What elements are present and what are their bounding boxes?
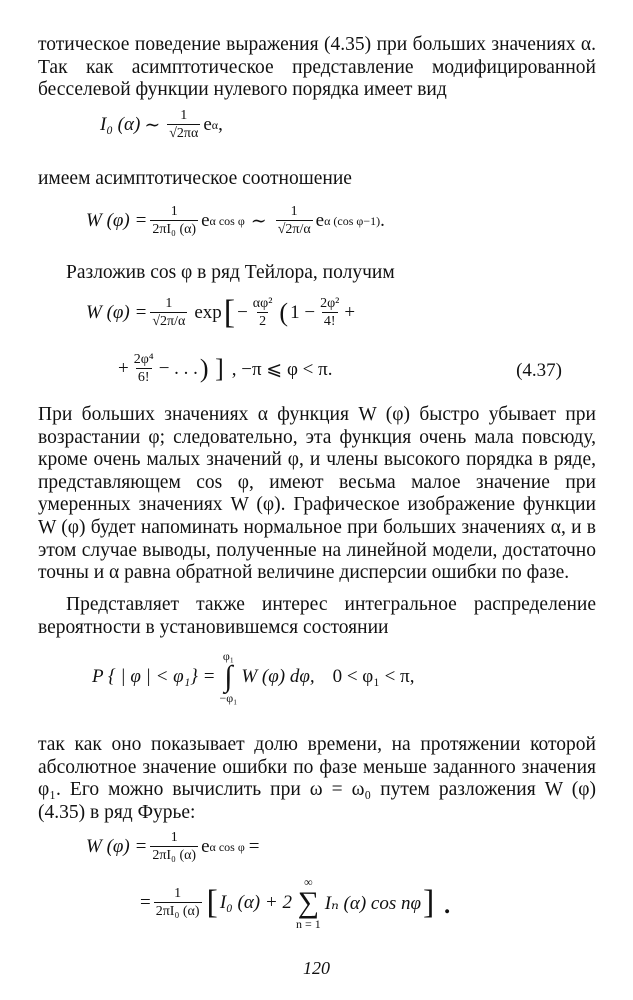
equation-number: (4.37) (516, 360, 562, 381)
equation-w-taylor-line2: + $\frac{\text{2φ⁴}}{6!}$ − . . . ) ] , −π ⩽ φ < π. (4.37) (118, 352, 562, 385)
paragraph-taylor: Разложив cos φ в ряд Тейлора, получим (66, 262, 395, 283)
equation-bessel-asymptotic: I₀ (α) ∼ $\frac{1}{√2\pi\alpha}$ e α , (100, 108, 223, 141)
equation-fourier-line2: = $\frac{1}{\text{2πI₀ (α)}}$ [ I₀ (α) + 2 ∞ ∑ n = 1 Iₙ (α) cos nφ ] . (140, 875, 452, 931)
page-number: 120 (303, 958, 330, 978)
equation-w-taylor-line1: W (φ) = $\frac{1}{√2\pi/\alpha}$ exp [ − $\frac{\text{αφ²}}{2}$ ( 1 − $\frac{\text{2φ²}}{4!}$ + (86, 294, 356, 331)
paragraph-fourier: так как оно показывает долю времени, на протяжении которой абсолютное значение ошибки по фазе меньше заданного значения φ₁. Его можно вычислить при ω = ω₀ путем разложения W (φ) (4.35) в ряд Фурье: (38, 734, 596, 823)
paragraph-asymptotic-intro: тотическое поведение выражения (4.35) при больших значениях α. Так как асимптотическое представление модифицированной бесселевой функции нулевого порядка имеет вид (38, 34, 596, 101)
equation-w-asymptotic: W (φ) = $\frac{1}{\text{2πI₀ (α)}}$ e α cos φ ∼ $\frac{1}{√2\pi/\alpha}$ e α (cos φ−1) . (86, 204, 385, 237)
paragraph-asymptotic-relation: имеем асимптотическое соотношение (38, 168, 352, 189)
paragraph-large-alpha: При больших значениях α функция W (φ) быстро убывает при возрастании φ; следовательно, эта функция очень мала повсюду, кроме очень малых значений φ, и члены высокого порядка в ряде, представляющем cos φ, имеют весьма малое значение при умеренных значениях W (φ). Графическое изображение функции W (φ) будет напоминать нормальное при больших значениях α, и в этом случае выводы, полученные на линейной модели, достаточно точны и α равна обратной величине дисперсии ошибки по фазе. (38, 404, 596, 584)
equation-fourier-line1: W (φ) = $\frac{1}{\text{2πI₀ (α)}}$ e α cos φ = (86, 830, 260, 863)
equation-integral-probability: P { | φ | < φ₁} = φ₁ ∫ −φ₁ W (φ) dφ, 0 < φ₁ < π, (92, 649, 415, 705)
paragraph-integral-distribution: Представляет также интерес интегральное распределение вероятности в установившемся состоянии (38, 594, 596, 638)
